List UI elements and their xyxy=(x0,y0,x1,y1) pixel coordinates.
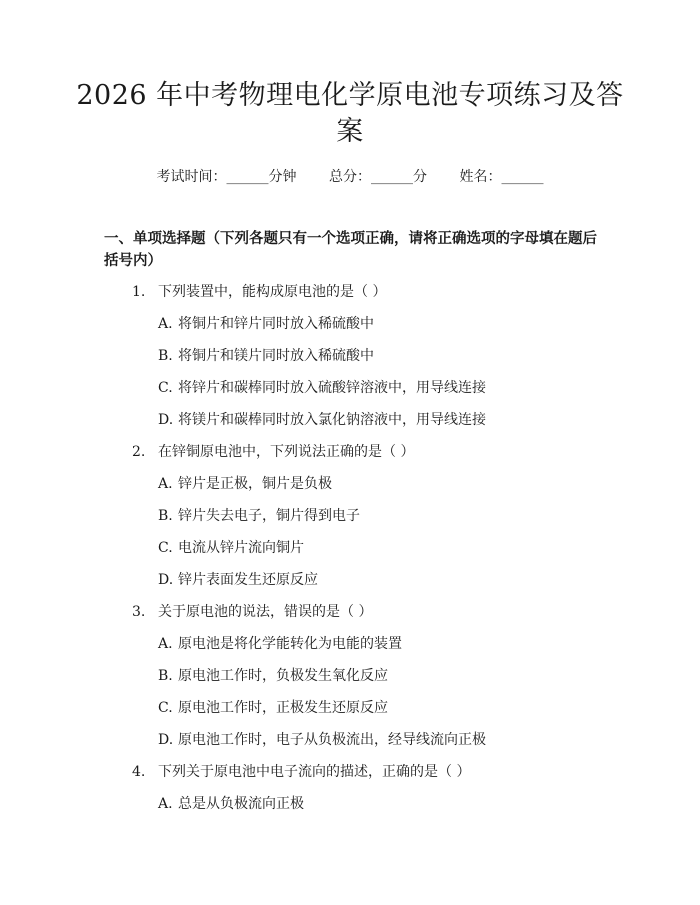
question-text: 下列关于原电池中电子流向的描述，正确的是（ ） xyxy=(158,764,471,780)
option-letter: A. xyxy=(158,316,173,332)
option-letter: B. xyxy=(158,668,173,684)
option-letter: D. xyxy=(158,572,174,588)
option-text: 锌片是正极，铜片是负极 xyxy=(178,476,332,492)
option-text: 原电池是将化学能转化为电能的装置 xyxy=(178,636,402,652)
question-text: 关于原电池的说法，错误的是（ ） xyxy=(158,604,373,620)
option-letter: D. xyxy=(158,732,174,748)
exam-time-field: 考试时间：______分钟 xyxy=(156,169,297,185)
question-number: 1. xyxy=(132,284,146,300)
option-letter: B. xyxy=(158,508,173,524)
total-score-field: 总分：______分 xyxy=(329,169,427,185)
option-letter: C. xyxy=(158,700,173,716)
option-text: 原电池工作时，正极发生还原反应 xyxy=(178,700,388,716)
question-number: 3. xyxy=(132,604,146,620)
question-text: 在锌铜原电池中，下列说法正确的是（ ） xyxy=(158,444,415,460)
option-letter: A. xyxy=(158,636,173,652)
question-text: 下列装置中，能构成原电池的是（ ） xyxy=(158,284,387,300)
title-line-2: 案 xyxy=(336,116,364,147)
option-letter: D. xyxy=(158,412,174,428)
option-text: 锌片表面发生还原反应 xyxy=(178,572,318,588)
option-letter: C. xyxy=(158,380,173,396)
option-letter: A. xyxy=(158,476,173,492)
option-text: 电流从锌片流向铜片 xyxy=(178,540,304,556)
option-text: 将铜片和镁片同时放入稀硫酸中 xyxy=(178,348,374,364)
student-name-field: 姓名：______ xyxy=(459,169,544,185)
option-text: 将锌片和碳棒同时放入硫酸锌溶液中，用导线连接 xyxy=(178,380,486,396)
option-letter: A. xyxy=(158,796,173,812)
option-text: 锌片失去电子，铜片得到电子 xyxy=(178,508,360,524)
option-text: 原电池工作时，负极发生氧化反应 xyxy=(178,668,388,684)
document-title xyxy=(60,78,640,150)
option-text: 总是从负极流向正极 xyxy=(178,796,304,812)
option-text: 原电池工作时，电子从负极流出，经导线流向正极 xyxy=(178,732,486,748)
option-letter: B. xyxy=(158,348,173,364)
question-number: 2. xyxy=(132,444,146,460)
question-number: 4. xyxy=(132,764,146,780)
section-heading: 一、单项选择题（下列各题只有一个选项正确，请将正确选项的字母填在题后括号内） xyxy=(104,231,597,269)
option-letter: C. xyxy=(158,540,173,556)
title-line-1: 2026 年中考物理电化学原电池专项练习及答 xyxy=(76,80,624,111)
option-text: 将铜片和锌片同时放入稀硫酸中 xyxy=(178,316,374,332)
exam-info-row xyxy=(0,167,700,187)
option-text: 将镁片和碳棒同时放入氯化钠溶液中，用导线连接 xyxy=(178,412,486,428)
